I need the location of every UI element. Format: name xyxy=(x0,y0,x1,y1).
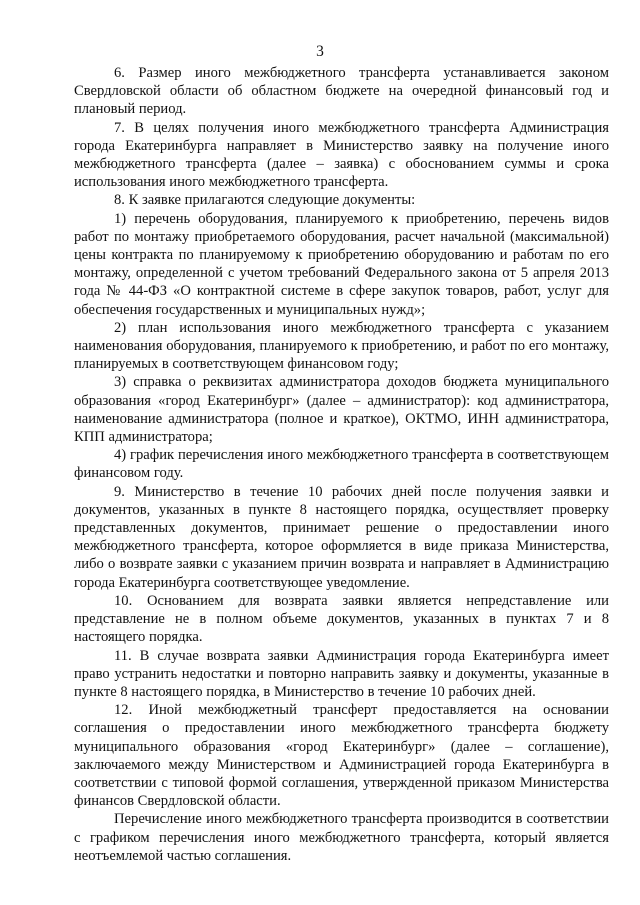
paragraph-8-item-1: 1) перечень оборудования, планируемого к приобретению, перечень видов работ по монтажу приобретаемого оборудования, расчет начальной (максимальной) цены контракта по планируемому к приобретению оборудованию и работам по его монтажу, определенной с учетом требований Федерального закона от 5 апреля 2013 года № 44-ФЗ «О контрактной системе в сфере закупок товаров, работ, услуг для обеспечения государственных и муниципальных нужд»; xyxy=(74,210,609,318)
paragraph-11-resubmission: 11. В случае возврата заявки Администрация города Екатеринбурга имеет право устранить недостатки и повторно направить заявку и документы, указанные в пункте 8 настоящего порядка, в Министерство в течение 10 рабочих дней. xyxy=(74,647,609,700)
paragraph-payment-schedule: Перечисление иного межбюджетного трансферта производится в соответствии с графиком перечисления иного межбюджетного трансферта, который является неотъемлемой частью соглашения. xyxy=(74,811,609,864)
paragraph-12-agreement: 12. Иной межбюджетный трансферт предоставляется на основании соглашения о предоставлении иного межбюджетного трансферта бюджету муниципального образования «город Екатеринбург» (далее – соглашение), заключаемого между Министерством и Администрацией города Екатеринбурга в соответствии с типовой формой соглашения, утвержденной приказом Министерства финансов Свердловской области. xyxy=(74,702,609,810)
paragraph-7-application: 7. В целях получения иного межбюджетного трансферта Администрация города Екатеринбурга направляет в Министерство заявку на получение иного межбюджетного трансферта (далее – заявка) с обоснованием суммы и срока использования иного межбюджетного трансферта. xyxy=(74,119,609,191)
paragraph-10-return-grounds: 10. Основанием для возврата заявки является непредставление или представление не в полном объеме документов, указанных в пунктах 7 и 8 настоящего порядка. xyxy=(74,592,609,646)
paragraph-8-item-4: 4) график перечисления иного межбюджетного трансферта в соответствующем финансовом году. xyxy=(74,447,609,482)
paragraph-8-documents-header: 8. К заявке прилагаются следующие документы: xyxy=(114,192,416,209)
paragraph-8-item-3: 3) справка о реквизитах администратора доходов бюджета муниципального образования «город Екатеринбург» (далее – администратор): код администратора, наименование администратора (полное и краткое), ОКТМО, ИНН администратора, КПП администратора; xyxy=(74,374,609,446)
document-body xyxy=(74,64,609,865)
paragraph-8-item-2: 2) план использования иного межбюджетного трансферта с указанием наименования оборудования, планируемого к приобретению, и работ по его монтажу, планируемых в соответствующем финансовом году; xyxy=(74,319,609,373)
page-number: 3 xyxy=(316,43,324,60)
paragraph-9-review: 9. Министерство в течение 10 рабочих дней после получения заявки и документов, указанных в пункте 8 настоящего порядка, осуществляет проверку представленных документов, принимает решение о предоставлении иного межбюджетного трансферта, которое оформляется в виде приказа Министерства, либо о возврате заявки с указанием причин возврата и направляет в Администрацию города Екатеринбурга соответствующее уведомление. xyxy=(74,483,609,591)
paragraph-6-transfer-amount: 6. Размер иного межбюджетного трансферта устанавливается законом Свердловской области об областном бюджете на очередной финансовый год и плановый период. xyxy=(74,65,609,118)
